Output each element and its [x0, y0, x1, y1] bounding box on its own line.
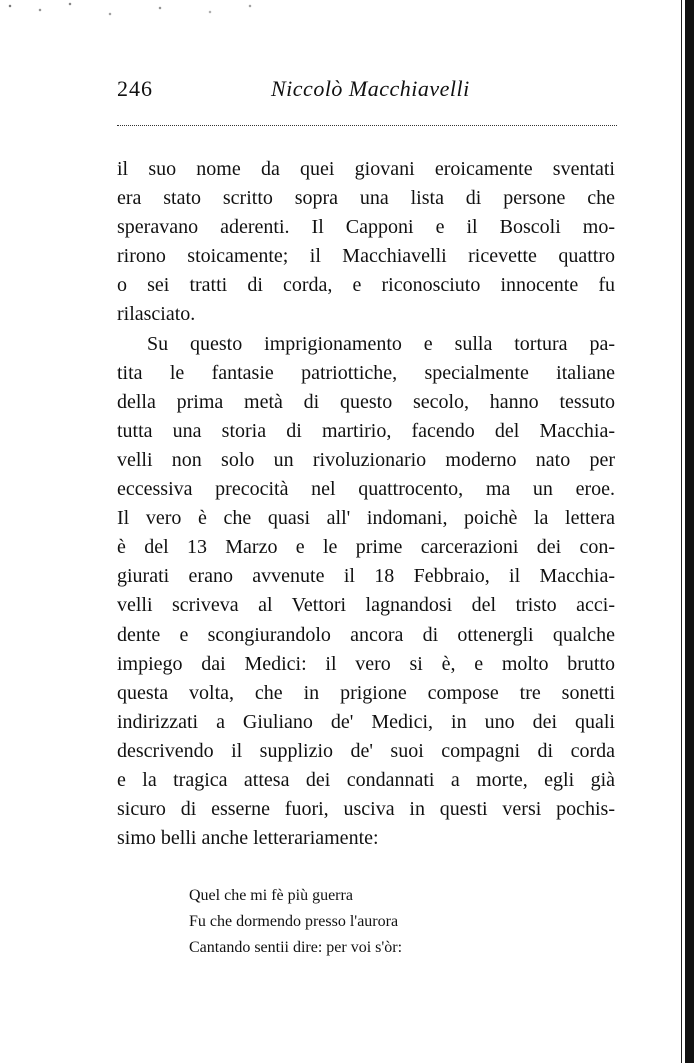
scan-noise — [0, 0, 300, 34]
text-line: impiego dai Medici: il vero si è, e molto brutto — [117, 652, 615, 675]
text-line: della prima metà di questo secolo, hanno tessuto — [117, 390, 615, 413]
text-line: velli non solo un rivoluzionario moderno nato per — [117, 448, 615, 471]
text-line: giurati erano avvenute il 18 Febbraio, il Macchia- — [117, 565, 615, 588]
body-text — [117, 155, 615, 853]
verse-line: Fu che dormendo presso l'aurora — [189, 913, 399, 930]
verse-line: Quel che mi fè più guerra — [189, 887, 353, 904]
scan-edge-border — [685, 0, 694, 1063]
text-line: sicuro di esserne fuori, usciva in questi versi pochis- — [117, 798, 615, 821]
text-line: tita le fantasie patriottiche, specialmente italiane — [117, 361, 615, 384]
text-line: Su questo imprigionamento e sulla tortura pa- — [147, 332, 615, 355]
text-line: eccessiva precocità nel quattrocento, ma un eroe. — [117, 478, 615, 501]
page-number: 246 — [117, 76, 153, 101]
text-line: il suo nome da quei giovani eroicamente sventati — [117, 158, 615, 180]
text-line: Il vero è che quasi all' indomani, poichè la lettera — [117, 507, 615, 530]
text-line: o sei tratti di corda, e riconosciuto innocente fu — [117, 274, 615, 297]
verse-line: Cantando sentii dire: per voi s'òr: — [189, 939, 403, 956]
text-line: tutta una storia di martirio, facendo del Macchia- — [117, 419, 615, 442]
text-line: è del 13 Marzo e le prime carcerazioni dei con- — [117, 536, 615, 559]
text-line: speravano aderenti. Il Capponi e il Boscoli mo- — [117, 216, 615, 239]
text-line: rilasciato. — [117, 303, 196, 326]
page-header — [117, 76, 617, 112]
text-line: questa volta, che in prigione compose tre sonetti — [117, 681, 615, 704]
header-rule — [117, 125, 617, 126]
text-line: descrivendo il supplizio de' suoi compagni di corda — [117, 739, 615, 762]
verse-quotation — [189, 883, 489, 961]
text-line: e la tragica attesa dei condannati a morte, egli già — [117, 768, 615, 791]
text-line: indirizzati a Giuliano de' Medici, in uno dei quali — [117, 710, 615, 733]
text-line: simo belli anche letterariamente: — [117, 827, 379, 850]
running-title: Niccolò Macchiavelli — [271, 76, 470, 101]
text-line: era stato scritto sopra una lista di persone che — [117, 187, 615, 210]
text-line: dente e scongiurandolo ancora di ottenergli qualche — [117, 623, 615, 646]
text-line: rirono stoicamente; il Macchiavelli ricevette quattro — [117, 245, 615, 268]
text-line: velli scriveva al Vettori lagnandosi del tristo acci- — [117, 594, 615, 617]
